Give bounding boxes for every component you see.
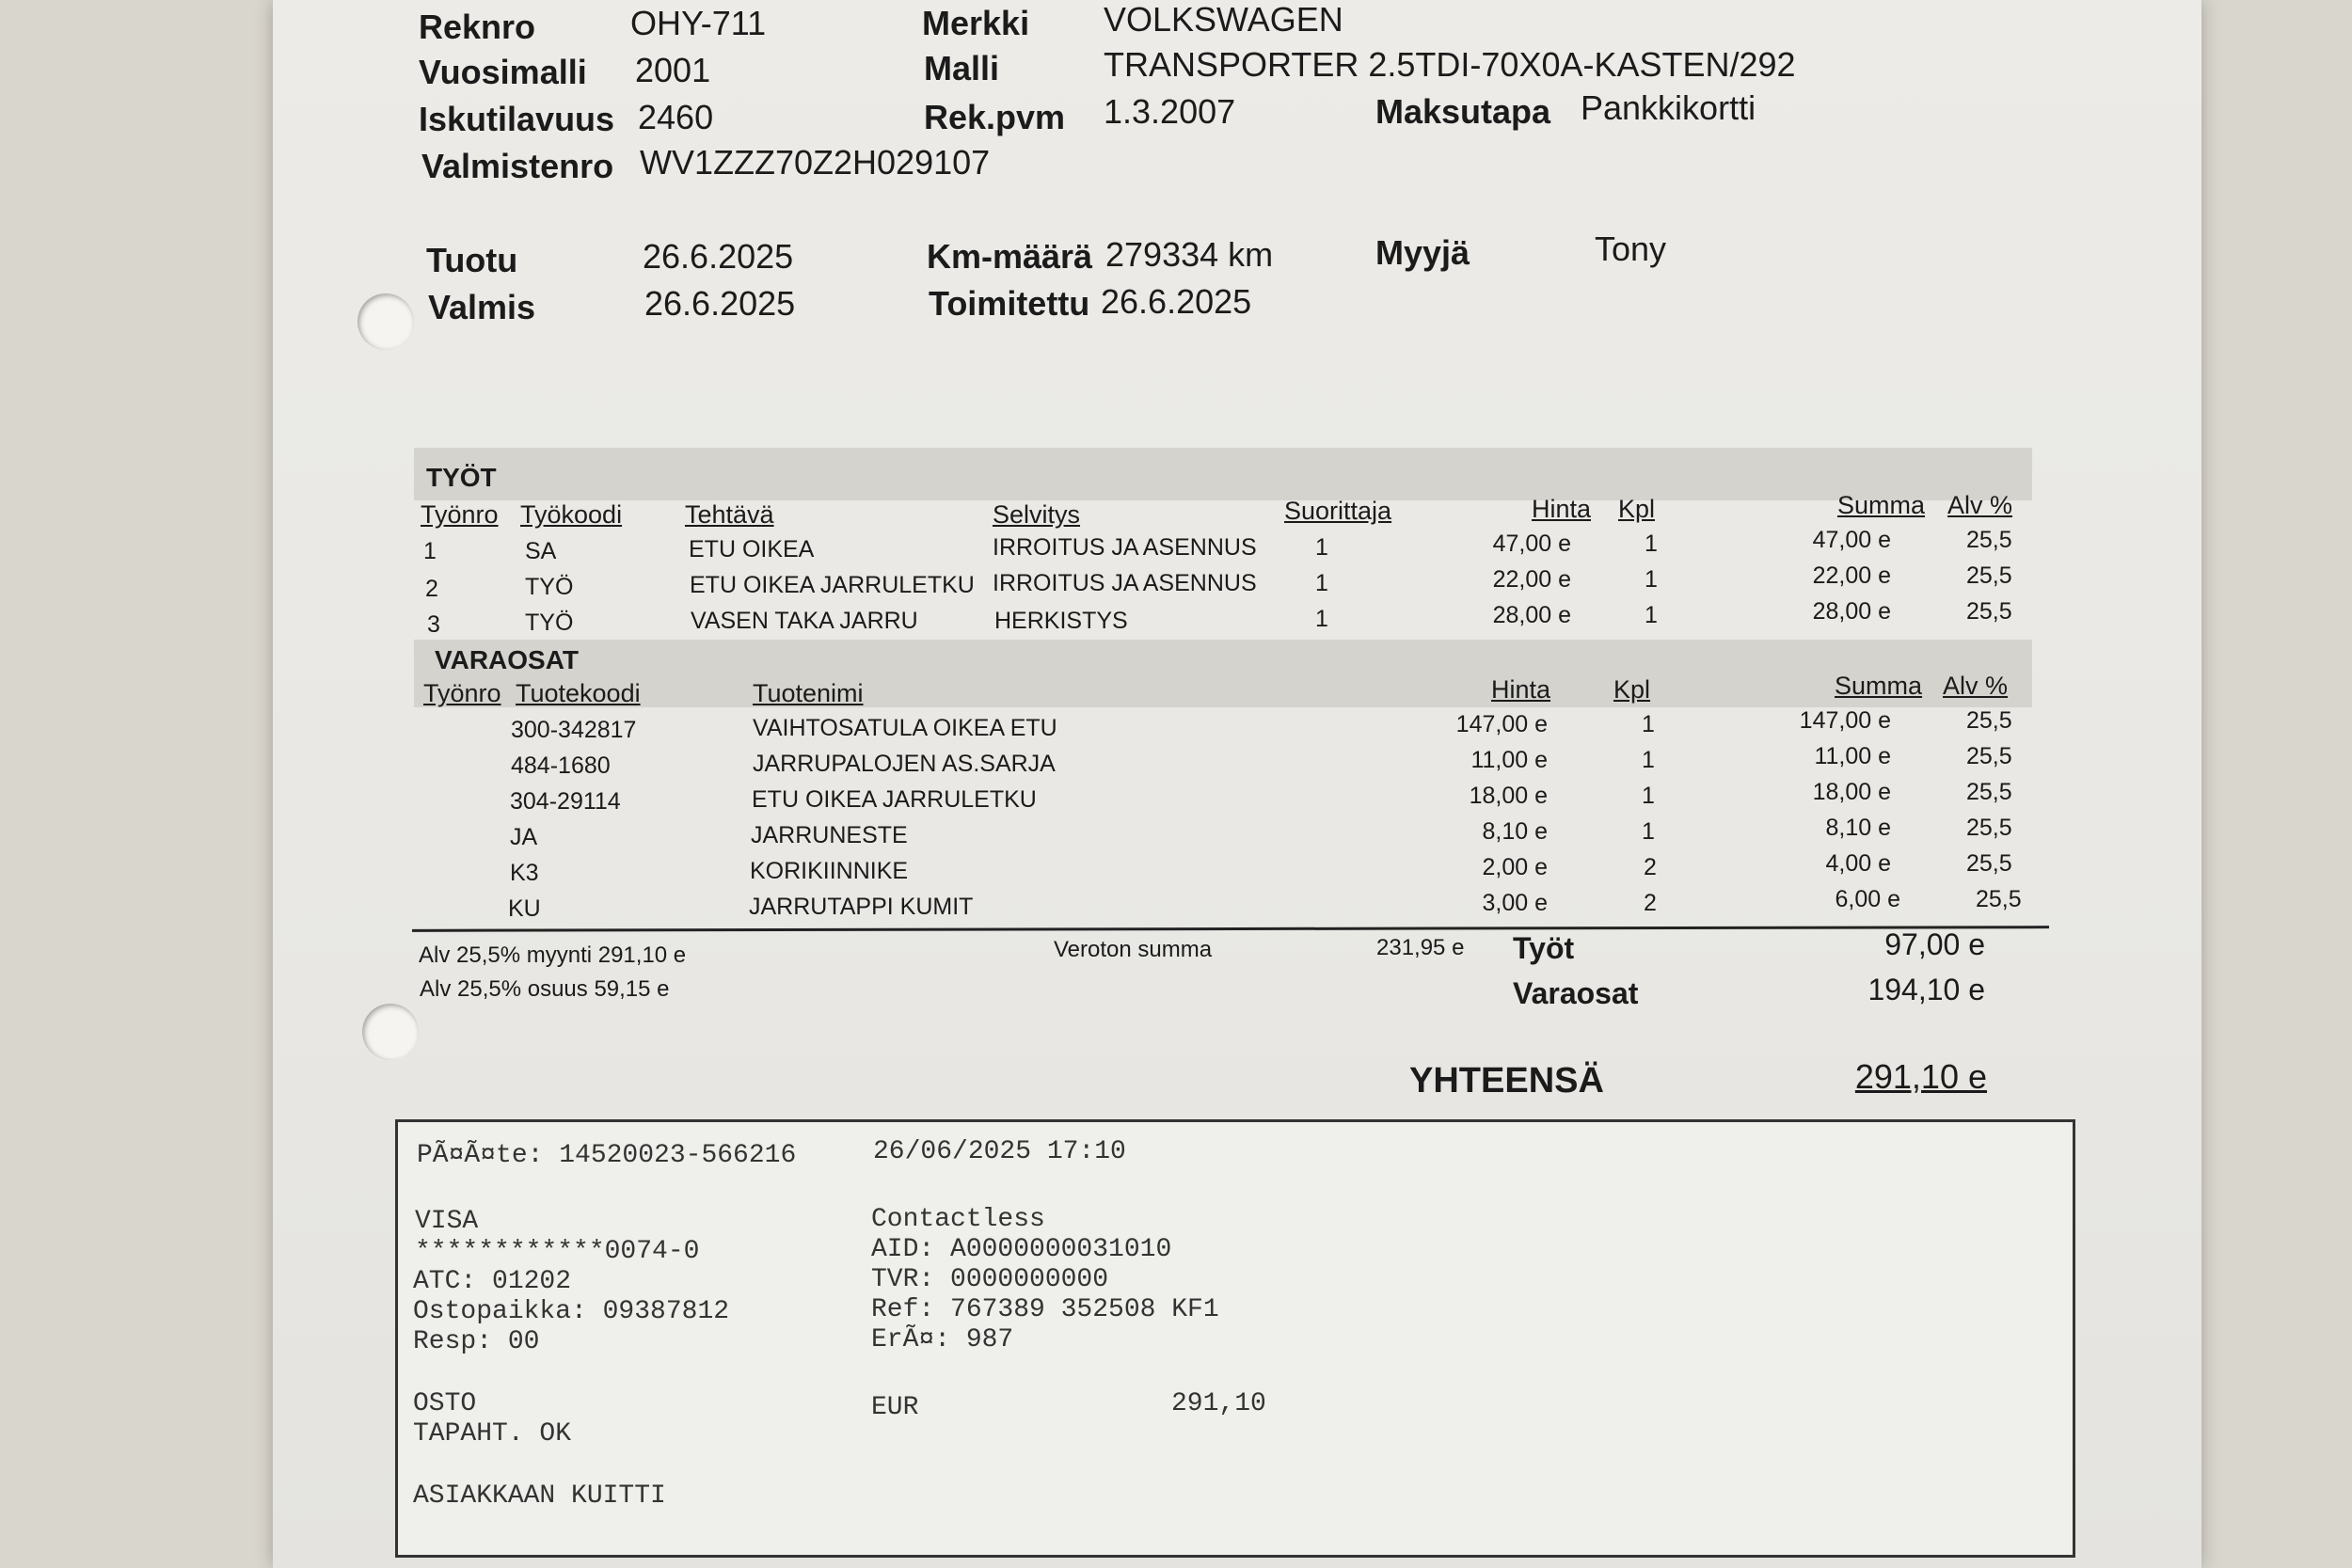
cell-tuotekoodi: 300-342817 (511, 717, 637, 743)
osto: OSTO (413, 1389, 477, 1418)
tyot-band (414, 448, 2032, 500)
cell-hinta: 11,00 e (1470, 747, 1548, 773)
cell-summa: 4,00 e (1825, 850, 1891, 877)
cell-hinta: 22,00 e (1492, 566, 1571, 593)
varaosat-col-tuotenimi: Tuotenimi (753, 679, 864, 707)
malli-label: Malli (924, 49, 1000, 87)
cell-tuotekoodi: JA (510, 824, 538, 850)
cell-summa: 8,10 e (1825, 815, 1891, 841)
varaosat-col-summa: Summa (1835, 672, 1923, 700)
cell-kpl: 1 (1642, 747, 1655, 773)
cell-tyonro: 1 (423, 538, 437, 564)
varaosat-col-hinta: Hinta (1491, 675, 1551, 704)
cell-tuotenimi: JARRUNESTE (751, 822, 908, 848)
cell-suorittaja: 1 (1315, 534, 1328, 561)
cell-alv: 25,5 (1976, 886, 2022, 912)
cell-selvitys: IRROITUS JA ASENNUS (993, 534, 1257, 561)
tyot-col-alv: Alv % (1947, 491, 2013, 519)
cell-tuotenimi: VAIHTOSATULA OIKEA ETU (753, 715, 1057, 741)
valmistenro-label: Valmistenro (421, 147, 614, 185)
cell-tuotekoodi: 304-29114 (510, 788, 621, 815)
varaosat-col-kpl: Kpl (1613, 675, 1651, 704)
toimitettu-label: Toimitettu (929, 284, 1090, 323)
cell-tyonro: 2 (425, 576, 438, 602)
varaosat-title: VARAOSAT (435, 645, 579, 674)
punch-hole (358, 293, 414, 350)
cell-tehtava: ETU OIKEA (689, 536, 815, 562)
cell-tuotenimi: ETU OIKEA JARRULETKU (752, 786, 1037, 813)
totals-divider (412, 926, 2049, 932)
tyot-total-label: Työt (1513, 931, 1575, 965)
valmis-value: 26.6.2025 (644, 284, 796, 323)
cell-suorittaja: 1 (1315, 570, 1328, 596)
cell-alv: 25,5 (1966, 527, 2012, 553)
vuosimalli-label: Vuosimalli (419, 53, 587, 91)
vuosimalli-value: 2001 (635, 51, 711, 89)
aid: AID: A0000000031010 (871, 1235, 1172, 1264)
cell-hinta: 8,10 e (1482, 818, 1548, 845)
cell-kpl: 1 (1642, 711, 1655, 737)
cell-tehtava: ETU OIKEA JARRULETKU (690, 572, 975, 598)
cell-summa: 28,00 e (1812, 598, 1891, 625)
yhteensa-label: YHTEENSÄ (1409, 1061, 1604, 1101)
invoice-sheet (273, 0, 2201, 1568)
tyot-total-value: 97,00 e (1884, 927, 1985, 961)
cell-summa: 147,00 e (1799, 707, 1891, 734)
cell-summa: 18,00 e (1812, 779, 1891, 805)
receipt-datetime: 26/06/2025 17:10 (873, 1137, 1126, 1166)
card-type: VISA (415, 1207, 479, 1236)
cell-hinta: 3,00 e (1482, 890, 1548, 916)
merkki-label: Merkki (922, 4, 1030, 42)
ostopaikka: Ostopaikka: 09387812 (413, 1297, 730, 1326)
cell-tuotekoodi: KU (508, 895, 541, 922)
rekpvm-label: Rek.pvm (924, 98, 1066, 136)
maksutapa-value: Pankkikortti (1581, 88, 1756, 127)
varaosat-col-alv: Alv % (1943, 672, 2009, 700)
tyot-col-tyonro: Työnro (421, 500, 499, 529)
cell-kpl: 1 (1642, 783, 1655, 809)
varaosat-col-tuotekoodi: Tuotekoodi (516, 679, 641, 707)
veroton-value: 231,95 e (1376, 935, 1465, 960)
yhteensa-value: 291,10 e (1854, 1057, 1987, 1096)
tyot-title: TYÖT (426, 463, 497, 492)
reknro-label: Reknro (419, 8, 536, 46)
tyot-col-tyokoodi: Työkoodi (520, 500, 623, 529)
cell-alv: 25,5 (1966, 850, 2012, 877)
ref: Ref: 767389 352508 KF1 (871, 1295, 1219, 1324)
tvr: TVR: 0000000000 (871, 1265, 1109, 1294)
cell-tuotenimi: JARRUTAPPI KUMIT (749, 894, 974, 920)
iskutilavuus-label: Iskutilavuus (419, 100, 615, 138)
km-label: Km-määrä (927, 237, 1093, 276)
varaosat-total-value: 194,10 e (1867, 973, 1985, 1006)
asiakkaan-kuitti: ASIAKKAAN KUITTI (413, 1481, 666, 1511)
cell-tyokoodi: SA (525, 538, 557, 564)
cell-kpl: 1 (1645, 531, 1658, 557)
cell-kpl: 1 (1645, 602, 1658, 628)
cell-tehtava: VASEN TAKA JARRU (691, 608, 918, 634)
cell-summa: 11,00 e (1814, 743, 1891, 769)
tyot-col-hinta: Hinta (1532, 495, 1592, 523)
myyja-value: Tony (1595, 230, 1667, 268)
cell-tuotekoodi: 484-1680 (511, 752, 611, 779)
tyot-col-tehtava: Tehtävä (685, 500, 774, 529)
merkki-value: VOLKSWAGEN (1104, 0, 1343, 39)
cell-selvitys: HERKISTYS (994, 608, 1128, 634)
cell-summa: 22,00 e (1812, 562, 1891, 589)
tyot-col-selvitys: Selvitys (993, 500, 1081, 529)
valmistenro-value: WV1ZZZ70Z2H029107 (640, 143, 991, 182)
varaosat-col-tyonro: Työnro (423, 679, 501, 707)
contactless: Contactless (871, 1205, 1045, 1234)
resp: Resp: 00 (413, 1327, 540, 1356)
cell-tuotenimi: JARRUPALOJEN AS.SARJA (753, 751, 1056, 777)
cell-kpl: 1 (1645, 566, 1658, 593)
valmis-label: Valmis (428, 288, 536, 326)
card-receipt (395, 1119, 2075, 1558)
malli-value: TRANSPORTER 2.5TDI-70X0A-KASTEN/292 (1104, 45, 1796, 84)
currency: EUR (871, 1393, 919, 1422)
cell-hinta: 47,00 e (1492, 531, 1571, 557)
cell-alv: 25,5 (1966, 598, 2012, 625)
cell-alv: 25,5 (1966, 562, 2012, 589)
cell-suorittaja: 1 (1315, 606, 1328, 632)
cell-tuotenimi: KORIKIINNIKE (750, 858, 909, 884)
cell-hinta: 28,00 e (1492, 602, 1571, 628)
tapaht-ok: TAPAHT. OK (413, 1419, 572, 1449)
cell-tyonro: 3 (427, 611, 440, 638)
cell-alv: 25,5 (1966, 815, 2012, 841)
veroton-label: Veroton summa (1054, 937, 1213, 962)
tyot-col-suorittaja: Suorittaja (1284, 497, 1392, 525)
cell-hinta: 147,00 e (1455, 711, 1548, 737)
maksutapa-label: Maksutapa (1375, 92, 1551, 131)
purchase-amount: 291,10 (1171, 1389, 1266, 1418)
varaosat-band (414, 640, 2032, 707)
atc: ATC: 01202 (413, 1267, 572, 1296)
cell-alv: 25,5 (1966, 743, 2012, 769)
myyja-label: Myyjä (1375, 233, 1470, 272)
km-value: 279334 km (1105, 235, 1274, 274)
cell-hinta: 18,00 e (1469, 783, 1548, 809)
card-number: ************0074-0 (415, 1237, 700, 1266)
cell-selvitys: IRROITUS JA ASENNUS (993, 570, 1257, 596)
cell-kpl: 2 (1644, 890, 1657, 916)
cell-kpl: 1 (1642, 818, 1655, 845)
tyot-col-summa: Summa (1837, 491, 1926, 519)
punch-hole (362, 1004, 419, 1060)
iskutilavuus-value: 2460 (638, 98, 714, 136)
cell-tyokoodi: TYÖ (525, 610, 574, 636)
cell-tyokoodi: TYÖ (525, 574, 574, 600)
varaosat-total-label: Varaosat (1513, 976, 1639, 1010)
rekpvm-value: 1.3.2007 (1104, 92, 1236, 131)
cell-alv: 25,5 (1966, 779, 2012, 805)
era: ErÃ¤: 987 (871, 1325, 1014, 1354)
alv-osuus: Alv 25,5% osuus 59,15 e (420, 976, 670, 1002)
cell-hinta: 2,00 e (1482, 854, 1548, 880)
tuotu-label: Tuotu (426, 241, 518, 279)
reknro-value: OHY-711 (630, 4, 767, 42)
cell-alv: 25,5 (1966, 707, 2012, 734)
cell-summa: 47,00 e (1812, 527, 1891, 553)
cell-tuotekoodi: K3 (510, 860, 539, 886)
tuotu-value: 26.6.2025 (643, 237, 794, 276)
cell-summa: 6,00 e (1835, 886, 1900, 912)
tyot-col-kpl: Kpl (1618, 495, 1656, 523)
terminal-id: PÃ¤Ã¤te: 14520023-566216 (417, 1141, 797, 1170)
cell-kpl: 2 (1644, 854, 1657, 880)
alv-myynti: Alv 25,5% myynti 291,10 e (419, 942, 687, 968)
toimitettu-value: 26.6.2025 (1101, 282, 1252, 321)
